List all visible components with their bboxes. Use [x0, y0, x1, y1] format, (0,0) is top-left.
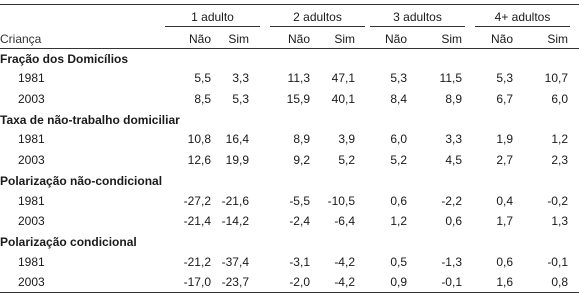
table-cell: 47,1 — [331, 71, 355, 85]
table-cell: 5,3 — [496, 71, 513, 85]
table-cell: 12,6 — [187, 153, 211, 167]
table-cell: 10,7 — [544, 71, 568, 85]
table-cell: 0,8 — [551, 275, 568, 289]
table-cell: 4,5 — [445, 153, 462, 167]
table-cell: 2,7 — [496, 153, 513, 167]
table-cell: 0,6 — [390, 194, 407, 208]
table-cell: -5,5 — [289, 194, 310, 208]
table-cell: -0,1 — [441, 275, 462, 289]
table-cell: -1,3 — [441, 255, 462, 269]
table-cell: 8,9 — [445, 92, 462, 106]
table-bottom-rule — [0, 292, 579, 293]
group-rule-4 — [475, 26, 570, 27]
table-cell: -17,0 — [183, 275, 211, 289]
table-cell: -4,2 — [334, 275, 355, 289]
subheader-nao: Não — [490, 32, 513, 46]
table-cell: -23,7 — [221, 275, 249, 289]
row-header-label: Criança — [0, 32, 42, 46]
table-cell: 15,9 — [286, 92, 310, 106]
table-cell: 1,3 — [551, 214, 568, 228]
row-year: 1981 — [18, 194, 45, 208]
table-cell: 6,0 — [390, 132, 407, 146]
section-title: Polarização condicional — [0, 235, 137, 249]
row-year: 1981 — [18, 132, 45, 146]
table-top-rule — [0, 4, 579, 5]
table-cell: 8,5 — [194, 92, 211, 106]
table-cell: -2,0 — [289, 275, 310, 289]
table-cell: 11,5 — [439, 71, 462, 85]
group-rule-1 — [165, 26, 260, 27]
table-cell: -4,2 — [334, 255, 355, 269]
table-cell: -2,4 — [289, 214, 310, 228]
group-header-3-adults: 3 adultos — [393, 10, 442, 24]
subheader-sim: Sim — [547, 32, 568, 46]
row-year: 2003 — [18, 92, 45, 106]
table-cell: 1,9 — [496, 132, 513, 146]
subheader-nao: Não — [188, 32, 211, 46]
table-cell: -0,2 — [547, 194, 568, 208]
table-cell: 1,2 — [551, 132, 568, 146]
table-cell: 9,2 — [293, 153, 310, 167]
table-cell: 3,3 — [232, 71, 249, 85]
table-cell: -27,2 — [183, 194, 211, 208]
row-year: 2003 — [18, 214, 45, 228]
table-cell: -3,1 — [289, 255, 310, 269]
subheader-nao: Não — [287, 32, 310, 46]
table-cell: 0,4 — [496, 194, 513, 208]
table-cell: 5,3 — [390, 71, 407, 85]
table-cell: -10,5 — [327, 194, 355, 208]
table-cell: 6,0 — [551, 92, 568, 106]
table-cell: 10,8 — [187, 132, 211, 146]
table-cell: -0,1 — [547, 255, 568, 269]
group-header-4plus-adults: 4+ adultos — [494, 10, 551, 24]
table-cell: 1,7 — [496, 214, 513, 228]
table-cell: 40,1 — [331, 92, 355, 106]
table-cell: 0,9 — [390, 275, 407, 289]
section-title: Taxa de não-trabalho domiciliar — [0, 113, 180, 127]
table-cell: 11,3 — [287, 71, 310, 85]
table-cell: 0,6 — [445, 214, 462, 228]
table-cell: 3,9 — [338, 132, 355, 146]
header-bottom-rule — [0, 48, 579, 49]
group-header-1-adult: 1 adulto — [191, 10, 234, 24]
table-cell: 0,5 — [390, 255, 407, 269]
table-cell: -2,2 — [441, 194, 462, 208]
table-cell: 8,9 — [293, 132, 310, 146]
table-cell: 5,2 — [390, 153, 407, 167]
table-cell: 19,9 — [225, 153, 249, 167]
table-cell: 1,6 — [496, 275, 513, 289]
table-cell: 6,7 — [496, 92, 513, 106]
row-year: 1981 — [18, 255, 45, 269]
table-cell: 5,5 — [194, 71, 211, 85]
row-year: 1981 — [18, 71, 45, 85]
table-cell: 8,4 — [390, 92, 407, 106]
table-cell: -6,4 — [334, 214, 355, 228]
table-cell: 0,6 — [496, 255, 513, 269]
table-cell: 2,3 — [551, 153, 568, 167]
table-cell: 1,2 — [390, 214, 407, 228]
subheader-sim: Sim — [228, 32, 249, 46]
table-cell: -21,2 — [183, 255, 211, 269]
subheader-sim: Sim — [441, 32, 462, 46]
table-cell: 3,3 — [445, 132, 462, 146]
table-cell: 5,3 — [232, 92, 249, 106]
group-rule-2 — [270, 26, 365, 27]
section-title: Fração dos Domicílios — [0, 52, 129, 66]
subheader-sim: Sim — [334, 32, 355, 46]
group-header-2-adults: 2 adultos — [293, 10, 342, 24]
table-cell: 16,4 — [225, 132, 249, 146]
row-year: 2003 — [18, 275, 45, 289]
table-cell: -37,4 — [221, 255, 249, 269]
table-cell: -14,2 — [221, 214, 249, 228]
group-rule-3 — [370, 26, 465, 27]
table-cell: -21,4 — [183, 214, 211, 228]
section-title: Polarização não-condicional — [0, 174, 163, 188]
table-cell: -21,6 — [221, 194, 249, 208]
row-year: 2003 — [18, 153, 45, 167]
subheader-nao: Não — [384, 32, 407, 46]
table-cell: 5,2 — [338, 153, 355, 167]
